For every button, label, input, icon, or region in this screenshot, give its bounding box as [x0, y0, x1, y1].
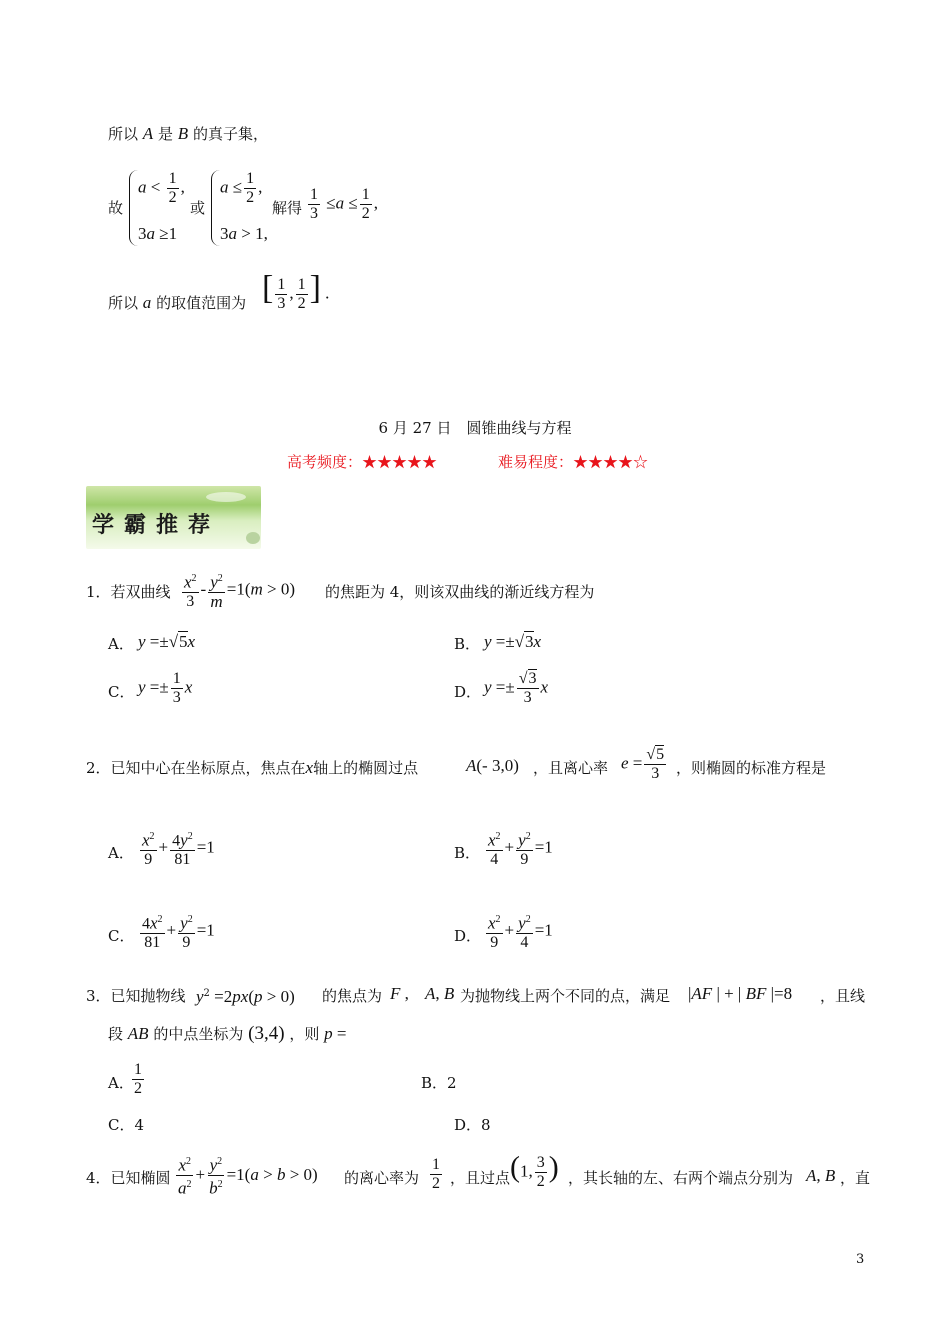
q3-option-d[interactable]: D．8	[454, 1116, 491, 1134]
q4-ellipse: $\frac{x^2}{a^2}$ + $\frac{y^2}{b^2}$ =1(a > b > 0)	[174, 1153, 318, 1199]
q2-stem	[86, 758, 418, 778]
solve-label: 解得	[272, 199, 303, 217]
or-label: 或	[190, 199, 206, 217]
q1-option-a-label: A．	[108, 635, 134, 653]
q2-x: x	[305, 758, 314, 777]
q1-option-d[interactable]: y =± $\frac{√3}{3}$ x	[484, 670, 549, 706]
q2-stem-prefix: 2．已知中心在坐标原点，焦点在	[86, 759, 306, 777]
q2-option-a[interactable]: $\frac{x^2}{9}$ + $\frac{4y^2}{81}$ =1	[138, 828, 215, 869]
q4-eccentricity: $\frac{1}{2}$	[432, 1156, 440, 1192]
q3-stem-c: ，且线	[820, 987, 866, 1005]
q1-option-b[interactable]: y =±√3x	[484, 632, 542, 651]
q3-midpoint: (3,4)	[248, 1023, 285, 1044]
xueba-banner	[86, 486, 261, 549]
q3-points: A, B	[425, 984, 455, 1003]
brace-left-1	[129, 170, 138, 246]
banner-title: 学霸推荐	[92, 512, 221, 538]
intro-line1-suffix: 的真子集，	[192, 125, 268, 143]
case1-top: a < $\frac{1}{2}$ ,	[138, 170, 185, 206]
q2-option-c[interactable]: $\frac{4x^2}{81}$ + $\frac{y^2}{9}$ =1	[138, 911, 215, 952]
q3-stem-b: 为抛物线上两个不同的点，满足	[460, 987, 671, 1005]
q4-stem-end: ，直	[840, 1169, 871, 1187]
q3-option-b[interactable]: B．2	[421, 1074, 457, 1092]
case2-bottom: 3a > 1,	[220, 224, 268, 243]
intro-line3-prefix: 所以	[108, 294, 139, 312]
intro-line3-suffix: 的取值范围为	[156, 294, 247, 312]
date-title: 6 月 27 日 圆锥曲线与方程	[378, 419, 572, 437]
q4-stem-mid2: ，且过点	[450, 1169, 511, 1187]
frequency-label: 高考频度：★★★★★	[287, 453, 438, 471]
q3-focus: F ,	[390, 984, 409, 1003]
q3-segment: AB	[127, 1024, 149, 1043]
solve-result: $\frac{1}{3}$ ≤a ≤ $\frac{1}{2}$ ,	[310, 186, 378, 222]
q3-stem-a: 的焦点为	[322, 987, 383, 1005]
q1-equation: $\frac{x^2}{3}$ - $\frac{y^2}{m}$ =1(m > 0)	[180, 570, 295, 611]
case1-bottom: 3a ≥1	[138, 224, 178, 243]
var-a: a	[142, 293, 152, 312]
q2-stem-suffix: ，则椭圆的标准方程是	[676, 759, 827, 777]
page-number: 3	[856, 1252, 865, 1267]
q1-stem	[86, 582, 171, 602]
q1-option-b-label: B．	[454, 635, 481, 653]
q3-p: p	[324, 1024, 333, 1043]
intro-line1-prefix: 所以	[108, 125, 139, 143]
case2-top: a ≤ $\frac{1}{2}$ ,	[220, 170, 263, 206]
q2-option-b[interactable]: $\frac{x^2}{4}$ + $\frac{y^2}{9}$ =1	[484, 828, 553, 869]
q2-option-a-label: A．	[108, 844, 134, 862]
q1-option-c[interactable]: y =± $\frac{1}{3}$ x	[138, 670, 193, 706]
q4-endpoints: A, B	[806, 1166, 836, 1185]
q1-stem-prefix: 1．若双曲线	[86, 583, 171, 601]
q2-option-d[interactable]: $\frac{x^2}{9}$ + $\frac{y^2}{4}$ =1	[484, 911, 553, 952]
gu-label: 故	[108, 199, 124, 217]
intro-line-3	[108, 293, 246, 313]
q1-option-c-label: C．	[108, 683, 135, 701]
q3-parabola: $y^2 =2px(p > 0)$	[196, 987, 295, 1006]
q2-option-c-label: C．	[108, 927, 135, 945]
set-b: B	[177, 124, 189, 143]
intro-line1-mid: 是	[157, 125, 173, 143]
q1-stem-suffix: 的焦距为 4，则该双曲线的渐近线方程为	[325, 583, 595, 601]
q2-option-d-label: D．	[454, 927, 482, 945]
q2-stem-mid2: ，且离心率	[533, 759, 609, 777]
intro-line-1	[108, 124, 268, 144]
banner-leaf	[246, 532, 260, 544]
q2-point: A(- 3,0)	[466, 756, 519, 775]
q1-option-d-label: D．	[454, 683, 482, 701]
q3-line2-prefix: 段	[108, 1025, 124, 1043]
q3-option-c[interactable]: C．4	[108, 1116, 145, 1134]
q2-stem-mid: 轴上的椭圆过点	[313, 759, 419, 777]
q3-line2-suffix: ，则	[289, 1025, 320, 1043]
q3-condition: |AF | + | BF |=8	[688, 984, 793, 1003]
difficulty-label: 难易程度：★★★★☆	[498, 453, 649, 471]
q4-stem-mid: 的离心率为	[344, 1169, 420, 1187]
q2-eccentricity: e = $\frac{√5}{3}$	[621, 746, 665, 782]
range-interval: [ $\frac{1}{3}$ , $\frac{1}{2}$ ] .	[262, 269, 330, 312]
q4-point: (1, $\frac{3}{2}$ )	[510, 1150, 559, 1190]
brace-left-2	[211, 170, 220, 246]
q4-stem-suffix: ，其长轴的左、右两个端点分别为	[568, 1169, 794, 1187]
q4-stem-prefix: 4．已知椭圆	[86, 1169, 171, 1187]
q1-option-a[interactable]: y =±√5x	[138, 632, 196, 651]
q2-option-b-label: B．	[454, 844, 481, 862]
q3-option-a-label: A．	[108, 1074, 134, 1092]
q3-option-a[interactable]: $\frac{1}{2}$	[134, 1061, 142, 1097]
banner-decoration	[206, 492, 246, 502]
set-a: A	[142, 124, 154, 143]
q3-line2: 段 AB 的中点坐标为 (3,4) ，则 p =	[108, 1023, 347, 1044]
q3-stem-prefix: 3．已知抛物线	[86, 987, 186, 1005]
q3-line2-mid: 的中点坐标为	[153, 1025, 244, 1043]
